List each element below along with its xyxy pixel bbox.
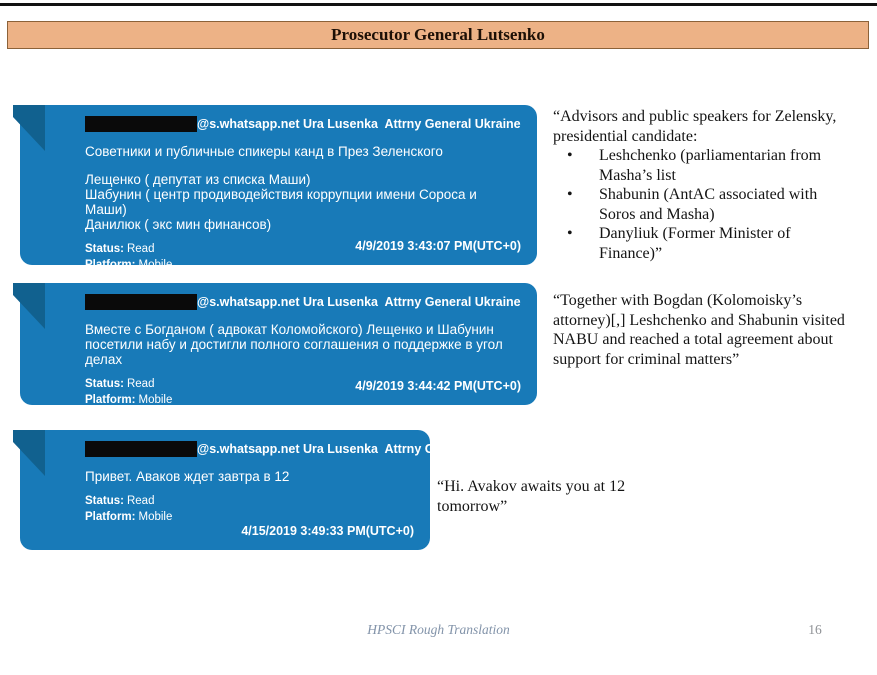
sender-text: @s.whatsapp.net Ura Lusenka Attrny General Ukraine	[197, 442, 521, 456]
translation-text: “Together with Bogdan (Kolomoisky’s attorney)[,] Leshchenko and Shabunin visited NABU and reached a total agreement about support for criminal matters”	[553, 292, 845, 368]
message-text-line: Вместе с Богданом ( адвокат Коломойского) Лещенко и Шабунин посетили набу и достигли полного соглашения о поддержке в угол делах	[85, 322, 503, 367]
message-body	[85, 322, 521, 367]
message-body	[85, 144, 521, 232]
translation-bullet-item	[553, 146, 845, 185]
translation-block	[553, 107, 845, 263]
redacted-sender-id	[85, 441, 197, 457]
message-timestamp: 4/15/2019 3:49:33 PM(UTC+0)	[241, 524, 414, 538]
status-value: Read	[126, 495, 155, 507]
status-label: Status:	[85, 243, 124, 255]
message-text-line: Привет. Аваков ждет завтра в 12	[85, 469, 290, 484]
sender-text: @s.whatsapp.net Ura Lusenka Attrny General Ukraine	[197, 117, 521, 131]
message-text-line: Шабунин ( центр продиводействия коррупции имени Сороса и Маши)	[85, 187, 477, 217]
sender-text: @s.whatsapp.net Ura Lusenka Attrny General Ukraine	[197, 295, 521, 309]
bullet-text: Danyliuk (Former Minister of Finance)”	[599, 225, 791, 262]
message-text-line: Советники и публичные спикеры канд в През Зеленского	[85, 144, 443, 159]
status-label: Status:	[85, 378, 124, 390]
redacted-sender-id	[85, 116, 197, 132]
platform-value: Mobile	[138, 259, 173, 271]
message-timestamp: 4/9/2019 3:44:42 PM(UTC+0)	[355, 379, 521, 393]
bullet-icon: •	[567, 225, 573, 242]
message-body	[85, 469, 414, 484]
platform-value: Mobile	[138, 394, 173, 406]
translation-text: “Advisors and public speakers for Zelensky, presidential candidate:	[553, 108, 837, 145]
platform-label: Platform:	[85, 394, 136, 406]
message-text-line	[85, 159, 521, 172]
translation-bullets	[553, 146, 845, 263]
status-label: Status:	[85, 495, 124, 507]
message-sender-line	[85, 116, 521, 132]
status-value: Read	[126, 378, 155, 390]
platform-label: Platform:	[85, 259, 136, 271]
message-text-line: Данилюк ( экс мин финансов)	[85, 217, 272, 232]
translation-text: “Hi. Avakov awaits you at 12 tomorrow”	[437, 478, 626, 515]
whatsapp-message-bubble	[20, 105, 537, 271]
bubble-content	[20, 283, 537, 405]
footer-caption: HPSCI Rough Translation	[367, 622, 510, 637]
bullet-text: Leshchenko (parliamentarian from Masha’s list	[599, 147, 822, 184]
message-sender-line	[85, 441, 521, 457]
platform-value: Mobile	[138, 511, 173, 523]
message-meta	[85, 493, 414, 525]
page-number: 16	[808, 622, 822, 637]
translation-bullet-item	[553, 224, 845, 263]
scan-edge-artifact	[0, 3, 877, 6]
status-row	[85, 493, 414, 509]
translation-block	[437, 477, 689, 516]
message-timestamp: 4/9/2019 3:43:07 PM(UTC+0)	[355, 239, 521, 253]
bubble-content	[20, 105, 537, 271]
platform-row	[85, 509, 414, 525]
message-text-line: Лещенко ( депутат из списка Маши)	[85, 172, 311, 187]
whatsapp-message-bubble	[20, 430, 521, 550]
bullet-icon: •	[567, 147, 573, 164]
platform-label: Platform:	[85, 511, 136, 523]
whatsapp-message-bubble	[20, 283, 537, 405]
platform-row	[85, 257, 521, 273]
page-title: Prosecutor General Lutsenko	[331, 25, 545, 44]
redacted-sender-id	[85, 294, 197, 310]
bullet-icon: •	[567, 186, 573, 203]
bubble-content	[20, 430, 521, 550]
translation-block	[553, 291, 845, 369]
slide-title-banner	[7, 21, 869, 49]
translation-bullet-item	[553, 185, 845, 224]
status-value: Read	[126, 243, 155, 255]
platform-row	[85, 392, 521, 408]
message-sender-line	[85, 294, 521, 310]
bullet-text: Shabunin (AntAC associated with Soros and Masha)	[599, 186, 818, 223]
